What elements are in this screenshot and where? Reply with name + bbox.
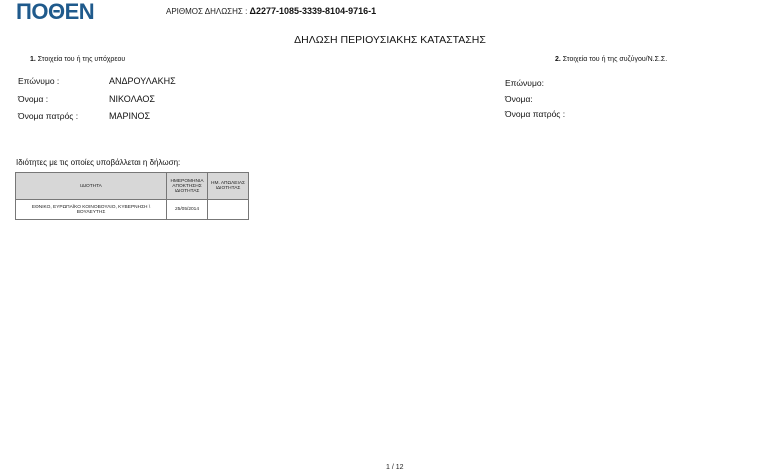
- loss-date-cell: [208, 200, 249, 220]
- obligor-father-value: ΜΑΡΙΝΟΣ: [109, 111, 151, 121]
- obligor-father-label: Όνομα πατρός :: [18, 111, 79, 121]
- page-number: 1 / 12: [386, 464, 404, 471]
- column-header-loss-date: ΗΜ. ΑΠΩΛΕΙΑΣ ΙΔΙΟΤΗΤΑΣ: [208, 173, 249, 200]
- property-cell: ΕΘΝΙΚΟ, ΕΥΡΩΠΑΪΚΟ ΚΟΙΝΟΒΟΥΛΙΟ, ΚΥΒΕΡΝΗΣΗ \ ΒΟΥΛΕΥΤΗΣ: [16, 200, 167, 220]
- document-title-text: ΔΗΛΩΣΗ ΠΕΡΙΟΥΣΙΑΚΗΣ ΚΑΤΑΣΤΑΣΗΣ: [294, 34, 486, 46]
- section-obligor-heading: [30, 56, 125, 63]
- declaration-number: Δ2277-1085-3339-8104-9716-1: [249, 6, 377, 16]
- spouse-surname-label: Επώνυμο:: [505, 78, 544, 88]
- declaration-number-line: [166, 6, 376, 16]
- section-obligor-number: 1.: [30, 56, 36, 63]
- obligor-surname-label: Επώνυμο :: [18, 76, 60, 86]
- section-spouse-heading: [555, 56, 667, 63]
- table-row: [16, 200, 249, 220]
- properties-header-row: [16, 173, 249, 200]
- obligor-name-label: Όνομα :: [18, 94, 49, 104]
- declaration-number-label: ΑΡΙΘΜΟΣ ΔΗΛΩΣΗΣ :: [166, 7, 248, 16]
- document-title: [0, 34, 780, 46]
- section-obligor-title: Στοιχεία του ή της υπόχρεου: [37, 56, 126, 63]
- properties-table: [15, 172, 249, 220]
- column-header-property: ΙΔΙΟΤΗΤΑ: [16, 173, 167, 200]
- column-header-acquisition-date: ΗΜΕΡΟΜΗΝΙΑ ΑΠΟΚΤΗΣΗΣ ΙΔΙΟΤΗΤΑΣ: [167, 173, 208, 200]
- acquisition-date-cell: 25/05/2014: [167, 200, 208, 220]
- logo: ΠΟΘΕΝ: [16, 0, 95, 24]
- section-spouse-title: Στοιχεία του ή της συζύγου/Ν.Σ.Σ.: [562, 56, 668, 63]
- spouse-name-label: Όνομα:: [505, 94, 533, 104]
- section-spouse-number: 2.: [555, 56, 561, 63]
- obligor-surname-value: ΑΝΔΡΟΥΛΑΚΗΣ: [109, 76, 176, 86]
- spouse-father-label: Όνομα πατρός :: [505, 109, 566, 119]
- obligor-name-value: ΝΙΚΟΛΑΟΣ: [109, 94, 155, 104]
- properties-heading: Ιδιότητες με τις οποίες υποβάλλεται η δήλωση:: [16, 158, 181, 167]
